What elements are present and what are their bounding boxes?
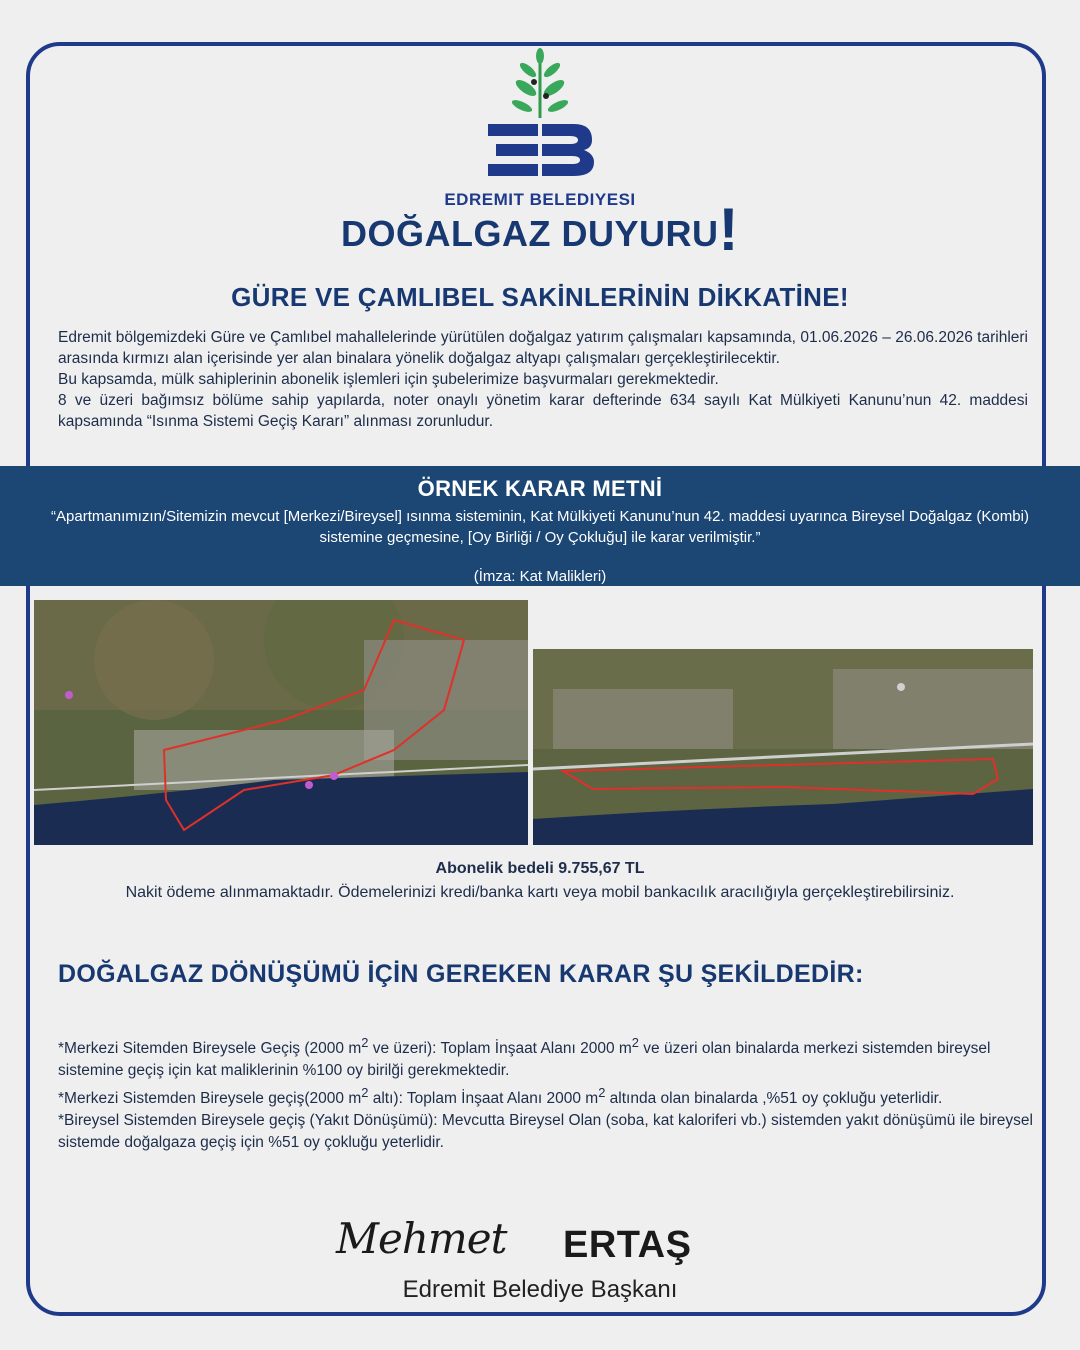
signature-last-name: ERTAŞ xyxy=(563,1224,692,1266)
rule-central-to-individual-over xyxy=(58,1032,1048,1082)
rule-2-part-b: altı): Toplam İnşaat Alanı 2000 m xyxy=(368,1090,599,1108)
rule-1-sup-b: 2 xyxy=(631,1035,639,1050)
rule-1-part-b: ve üzeri): Toplam İnşaat Alanı 2000 m xyxy=(368,1040,632,1058)
page-subtitle: GÜRE VE ÇAMLIBEL SAKİNLERİNİN DİKKATİNE! xyxy=(231,282,849,312)
decision-title: DOĞALGAZ DÖNÜŞÜMÜ İÇİN GEREKEN KARAR ŞU ŞEKİLDEDİR: xyxy=(58,960,864,988)
rule-central-to-individual-under xyxy=(58,1082,1048,1110)
rule-1-part-a: *Merkezi Sitemden Bireysele Geçiş (2000 m xyxy=(58,1040,362,1058)
decision-rules xyxy=(58,1032,1048,1154)
exclamation-mark: ! xyxy=(718,196,739,263)
edremit-belediyesi-logo xyxy=(470,48,610,188)
signature-role: Edremit Belediye Başkanı xyxy=(402,1276,678,1303)
rule-2-sup-b: 2 xyxy=(598,1085,606,1101)
rule-2-sup-a: 2 xyxy=(361,1085,369,1101)
sample-decision-quote: “Apartmanımızın/Sitemizin mevcut [Merkezi/Bireysel] ısınma sisteminin, Kat Mülkiyeti Kanunu’nun 42. maddesi uyarınca Bireysel Doğalgaz (Kombi) sistemine geçmesine, [Oy Birliği / Oy Çokluğu] ile karar verilmiştir.” xyxy=(51,508,1029,546)
rule-1-sup-a: 2 xyxy=(361,1035,369,1050)
satellite-map-gure xyxy=(34,600,528,845)
payment-note: Nakit ödeme alınmamaktadır. Ödemelerinizi kredi/banka kartı veya mobil bankacılık aracılığıyla gerçekleştirebilirsiniz. xyxy=(125,884,955,901)
intro-paragraph-3: 8 ve üzeri bağımsız bölüme sahip yapılarda, noter onaylı yönetim karar defterinde 634 sayılı Kat Mülkiyeti Kanunu’nun 42. maddesi kapsamında “Isınma Sistemi Geçiş Kararı” alınması zorunludur. xyxy=(58,392,1028,430)
sample-decision-title: ÖRNEK KARAR METNİ xyxy=(417,476,663,501)
signature-first-name: Mehmet xyxy=(336,1214,507,1263)
page-title-text: DOĞALGAZ DUYURU xyxy=(341,213,719,254)
satellite-map-camlibel xyxy=(533,649,1033,845)
intro-paragraph-2: Bu kapsamda, mülk sahiplerinin abonelik işlemleri için şubelerimize başvurmaları gerekmektedir. xyxy=(58,371,719,388)
rule-2-part-a: *Merkezi Sistemden Bireysele geçiş(2000 m xyxy=(58,1090,362,1108)
rule-2-part-c: altında olan binalarda ,%51 oy çokluğu yeterlidir. xyxy=(605,1090,943,1108)
sample-decision-band xyxy=(0,466,1080,586)
subscription-fee: Abonelik bedeli 9.755,67 TL xyxy=(435,860,645,877)
brand-name: EDREMIT BELEDIYESI xyxy=(444,190,636,209)
intro-paragraph-1: Edremit bölgemizdeki Güre ve Çamlıbel mahallelerinde yürütülen doğalgaz yatırım çalışmaları kapsamında, 01.06.2026 – 26.06.2026 tarihleri arasında kırmızı alan içerisinde yer alan binalara yönelik doğalgaz altyapı çalışmaları gerçekleştirilecektir. xyxy=(58,329,1028,367)
rule-1-part-c: ve üzeri olan binalarda merkezi sistemden bireysel sistemine geçiş için kat maliklerinin %100 oy birilği gerekmektedir. xyxy=(58,1040,991,1080)
intro-text xyxy=(58,327,1028,432)
rule-individual-fuel-conversion: *Bireysel Sistemden Bireysele geçiş (Yakıt Dönüşümü): Mevcutta Bireysel Olan (soba, kat kaloriferi vb.) sistemden yakıt dönüşümü ile bireysel sistemde doğalgaza geçiş için %51 oy çokluğu yeterlidir. xyxy=(58,1112,1033,1152)
sample-decision-signature: (İmza: Kat Malikleri) xyxy=(473,568,607,585)
